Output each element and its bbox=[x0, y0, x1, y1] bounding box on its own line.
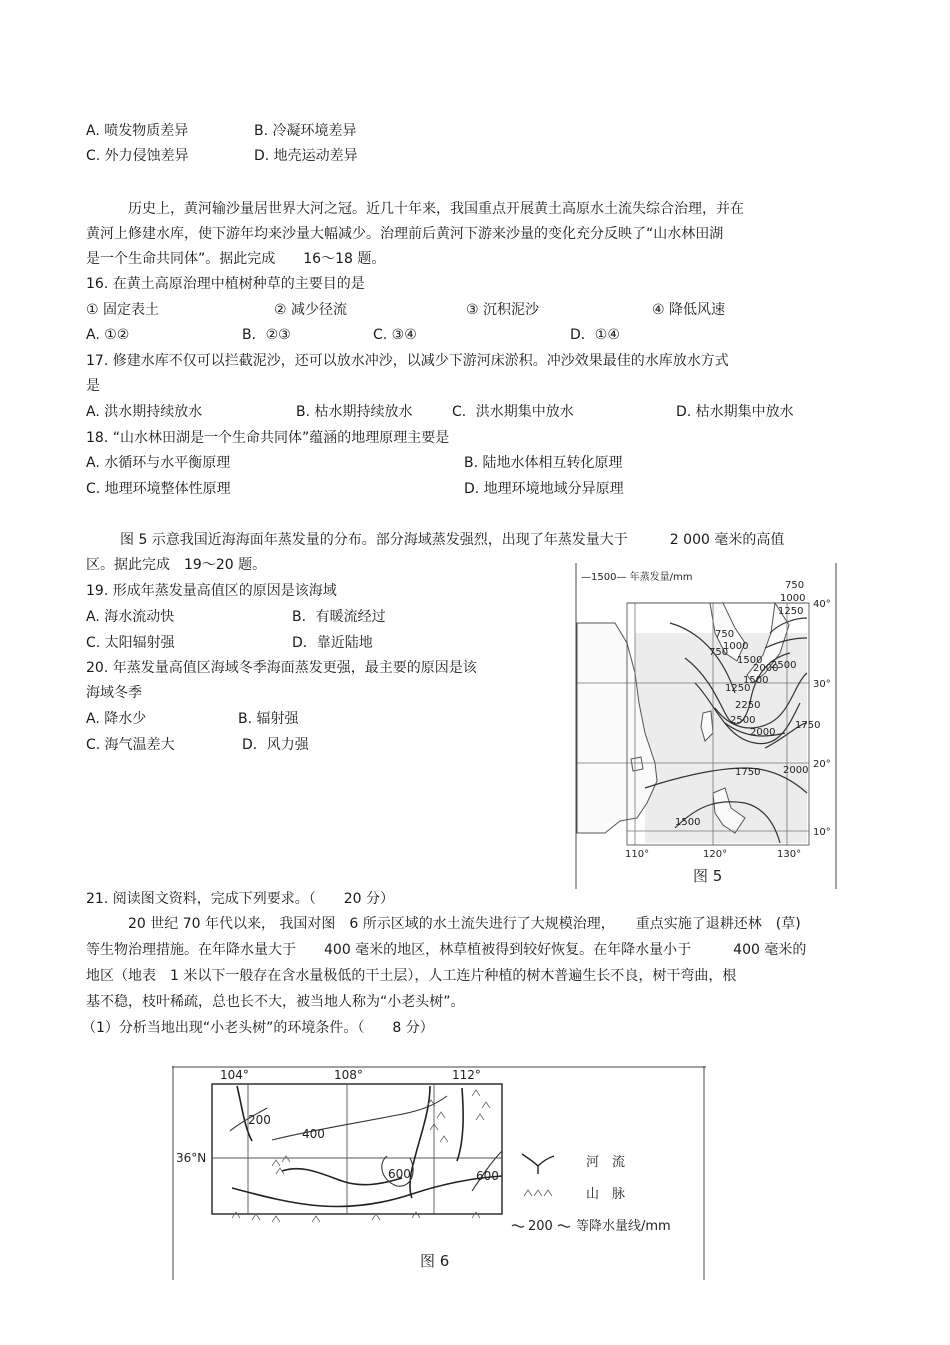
fig5-contour-label: 1750 bbox=[795, 720, 821, 731]
fig5-contour-label: 1750 bbox=[735, 767, 761, 778]
fig6-lon-label: 108° bbox=[334, 1068, 363, 1082]
intro-16-18-line2: 黄河上修建水库，使下游年均来沙量大幅减少。治理前后黄河下游来沙量的变化充分反映了“山水林田湖 bbox=[86, 226, 724, 242]
fig6-contour-label: 400 bbox=[302, 1127, 325, 1141]
q19-option-b: B．有暖流经过 bbox=[292, 609, 386, 625]
intro-19-20-line2: 区。据此完成 19～20 题。 bbox=[86, 557, 267, 573]
fig5-contour-label: 2250 bbox=[735, 700, 761, 711]
intro-16-18-line3: 是一个生命共同体”。据此完成 16～18 题。 bbox=[86, 251, 386, 267]
q20-option-a: A. 降水少 bbox=[86, 711, 147, 727]
fig5-contour-label: 2500 bbox=[730, 715, 756, 726]
fig5-contour-label: 1500 bbox=[675, 817, 701, 828]
fig6-contour-label: 600 bbox=[388, 1167, 411, 1181]
q18-option-a: A. 水循环与水平衡原理 bbox=[86, 455, 231, 471]
fig5-contour-label: 750 bbox=[785, 580, 805, 591]
q21-para-line3: 地区（地表 1 米以下一般存在含水量极低的干土层），人工连片种植的树木普遍生长不良，树干弯曲，根 bbox=[86, 968, 737, 984]
fig5-lat-label: 40° bbox=[813, 599, 831, 610]
q18-option-d: D. 地理环境地域分异原理 bbox=[464, 481, 624, 497]
fig6-lat-label: 36°N bbox=[176, 1151, 207, 1165]
q19-option-a: A. 海水流动快 bbox=[86, 609, 175, 625]
q16-option-b: B．②③ bbox=[242, 327, 291, 343]
q17-option-d: D. 枯水期集中放水 bbox=[676, 404, 794, 420]
fig5-contour-label: 1250 bbox=[778, 606, 804, 617]
q15-option-a: A. 喷发物质差异 bbox=[86, 123, 189, 139]
q19-option-d: D．靠近陆地 bbox=[292, 635, 373, 651]
q15-option-b: B. 冷凝环境差异 bbox=[254, 123, 357, 139]
q21-subquestion-1: （1）分析当地出现“小老头树”的环境条件。（ 8 分） bbox=[82, 1020, 434, 1036]
fig5-lat-label: 10° bbox=[813, 827, 831, 838]
fig5-contour-label: 2500 bbox=[771, 660, 797, 671]
fig5-contour-label: 1500 bbox=[737, 655, 763, 666]
fig6-caption: 图 6 bbox=[420, 1252, 450, 1270]
fig5-contour-label: 2000 bbox=[753, 663, 779, 674]
figure-5-evaporation-map bbox=[575, 563, 837, 889]
fig5-lat-label: 30° bbox=[813, 679, 831, 690]
q21-para-line1: 20 世纪 70 年代以来， 我国对图 6 所示区域的水土流失进行了大规模治理， 重点实施了退耕还林 (草) bbox=[128, 916, 801, 932]
fig6-lon-label: 104° bbox=[220, 1068, 249, 1082]
fig5-contour-label: 750 bbox=[715, 629, 735, 640]
q16-option-c: C. ③④ bbox=[373, 327, 417, 343]
fig5-lat-label: 20° bbox=[813, 759, 831, 770]
fig5-contour-label: 750 bbox=[709, 647, 729, 658]
fig5-contour-label: 2000 bbox=[783, 765, 809, 776]
q16-item-2: ② 减少径流 bbox=[274, 302, 348, 318]
q15-option-d: D. 地壳运动差异 bbox=[254, 148, 358, 164]
intro-16-18-line1: 历史上，黄河输沙量居世界大河之冠。近几十年来，我国重点开展黄土高原水土流失综合治理，并在 bbox=[128, 201, 744, 217]
q18-option-b: B. 陆地水体相互转化原理 bbox=[464, 455, 623, 471]
q17-stem-line1: 17. 修建水库不仅可以拦截泥沙，还可以放水冲沙，以减少下游河床淤积。冲沙效果最佳的水库放水方式 bbox=[86, 353, 729, 369]
q17-stem-line2: 是 bbox=[86, 378, 100, 394]
q17-option-b: B. 枯水期持续放水 bbox=[296, 404, 413, 420]
fig6-lon-label: 112° bbox=[452, 1068, 481, 1082]
fig6-contour-label: 600 bbox=[476, 1169, 499, 1183]
fig6-legend-isohyet-value: 200 bbox=[528, 1219, 553, 1234]
q20-option-d: D．风力强 bbox=[242, 737, 309, 753]
q21-para-line4: 基不稳，枝叶稀疏，总也长不大，被当地人称为“小老头树”。 bbox=[86, 994, 465, 1010]
q20-stem-line2: 海域冬季 bbox=[86, 685, 142, 701]
fig5-contour-label: 2000 bbox=[750, 727, 776, 738]
q20-option-c: C. 海气温差大 bbox=[86, 737, 175, 753]
q19-option-c: C. 太阳辐射强 bbox=[86, 635, 175, 651]
q15-option-c: C. 外力侵蚀差异 bbox=[86, 148, 189, 164]
fig5-lon-label: 130° bbox=[777, 849, 802, 860]
fig5-caption: 图 5 bbox=[693, 867, 723, 885]
fig5-lon-label: 120° bbox=[703, 849, 728, 860]
q16-option-a: A. ①② bbox=[86, 327, 130, 343]
q19-stem: 19. 形成年蒸发量高值区的原因是该海域 bbox=[86, 583, 337, 599]
fig5-contour-label: 1000 bbox=[780, 593, 806, 604]
q20-stem-line1: 20. 年蒸发量高值区海域冬季海面蒸发更强，最主要的原因是该 bbox=[86, 660, 477, 676]
q17-option-c: C．洪水期集中放水 bbox=[452, 404, 574, 420]
q17-option-a: A. 洪水期持续放水 bbox=[86, 404, 203, 420]
q21-para-line2: 等生物治理措施。在年降水量大于 400 毫米的地区，林草植被得到较好恢复。在年降水量小于 400 毫米的 bbox=[86, 942, 807, 958]
fig5-legend: —1500— 年蒸发量/mm bbox=[581, 572, 693, 583]
fig6-legend-river: 河 流 bbox=[586, 1155, 626, 1170]
figure-6-precipitation-map bbox=[172, 1066, 706, 1280]
q21-stem: 21. 阅读图文资料，完成下列要求。（ 20 分） bbox=[86, 891, 394, 907]
fig5-contour-label: 1000 bbox=[723, 641, 749, 652]
fig6-contour-label: 200 bbox=[248, 1113, 271, 1127]
q16-stem: 16. 在黄土高原治理中植树种草的主要目的是 bbox=[86, 276, 365, 292]
fig5-contour-label: 1500 bbox=[743, 675, 769, 686]
fig6-legend-mountain: 山 脉 bbox=[586, 1187, 626, 1202]
fig5-lon-label: 110° bbox=[625, 849, 650, 860]
fig5-contour-label: 1250 bbox=[725, 683, 751, 694]
q18-stem: 18. “山水林田湖是一个生命共同体”蕴涵的地理原理主要是 bbox=[86, 430, 450, 446]
intro-19-20-line1: 图 5 示意我国近海海面年蒸发量的分布。部分海域蒸发强烈，出现了年蒸发量大于 2 000 毫米的高值 bbox=[120, 532, 785, 548]
q18-option-c: C. 地理环境整体性原理 bbox=[86, 481, 231, 497]
q20-option-b: B. 辐射强 bbox=[238, 711, 299, 727]
q16-item-4: ④ 降低风速 bbox=[652, 302, 726, 318]
q16-item-1: ① 固定表土 bbox=[86, 302, 160, 318]
q16-item-3: ③ 沉积泥沙 bbox=[466, 302, 540, 318]
q16-option-d: D．①④ bbox=[570, 327, 620, 343]
fig6-legend-isohyet: 等降水量线/mm bbox=[576, 1219, 671, 1234]
